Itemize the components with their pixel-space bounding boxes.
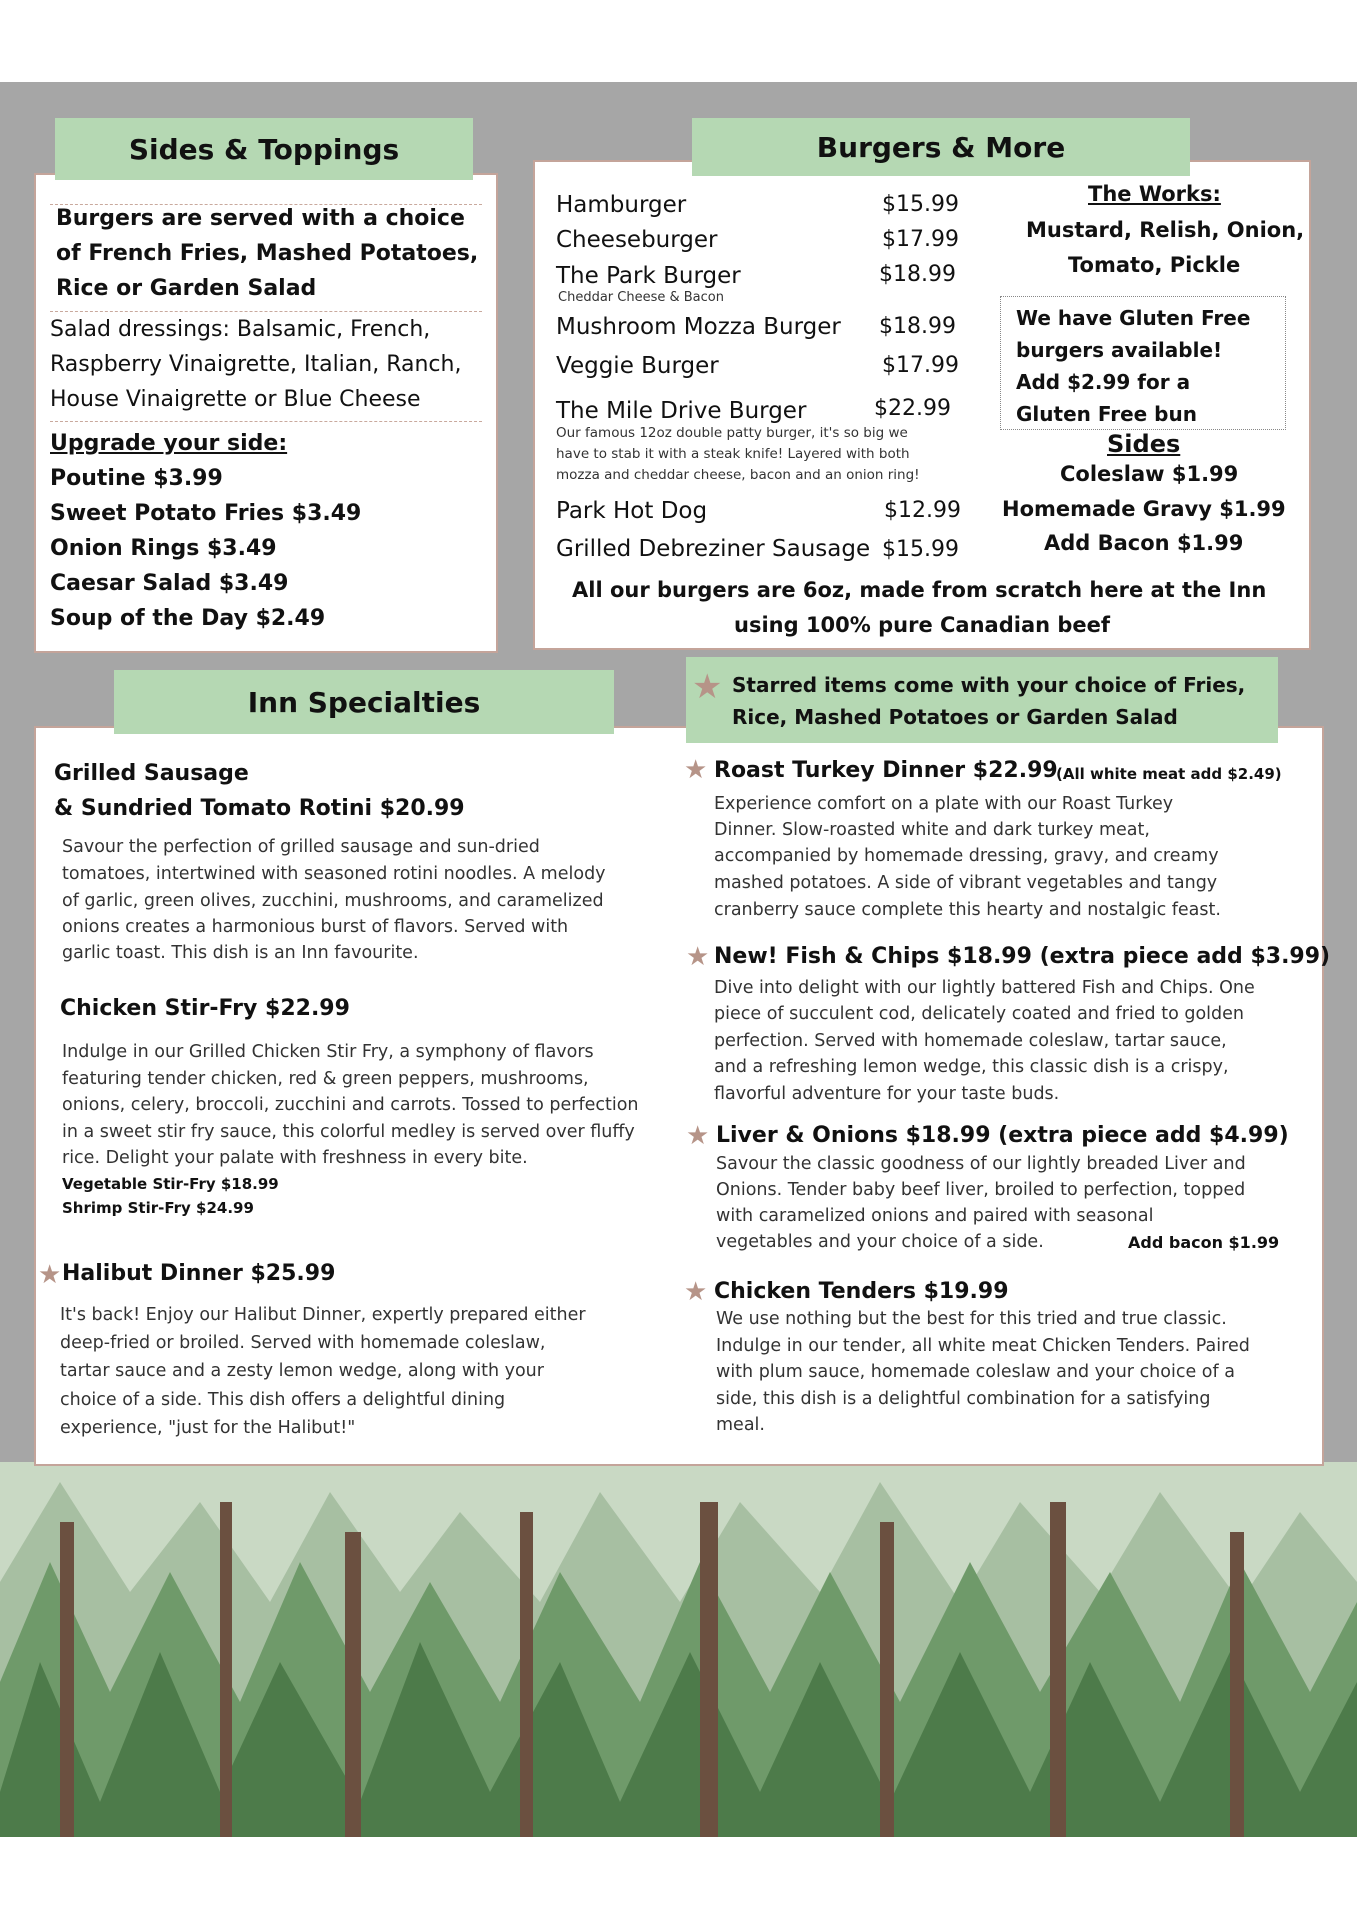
burger-note: Cheddar Cheese & Bacon <box>558 290 724 305</box>
gluten-line: We have Gluten Free <box>1016 306 1251 330</box>
mile-drive-desc: mozza and cheddar cheese, bacon and an onion ring! <box>556 467 920 483</box>
tenders-desc: side, this dish is a delightful combination for a satisfying <box>716 1389 1211 1409</box>
divider <box>50 204 482 205</box>
turkey-extra: (All white meat add $2.49) <box>1056 765 1282 783</box>
works-heading: The Works: <box>1088 182 1221 206</box>
burger-name: The Mile Drive Burger <box>556 398 807 424</box>
star-icon: ★ <box>684 755 708 785</box>
burgers-footer: using 100% pure Canadian beef <box>734 613 1111 637</box>
fish-desc: flavorful adventure for your taste buds. <box>714 1084 1060 1104</box>
rotini-desc: garlic toast. This dish is an Inn favourite. <box>62 943 419 963</box>
burger-price: $22.99 <box>874 396 951 421</box>
turkey-desc: Experience comfort on a plate with our Roast Turkey <box>714 794 1174 814</box>
liver-desc: Savour the classic goodness of our lightly breaded Liver and <box>716 1154 1246 1174</box>
side-item: Coleslaw $1.99 <box>1060 462 1239 486</box>
burger-name: Cheeseburger <box>556 227 718 253</box>
burger-name: Hamburger <box>556 192 687 218</box>
dressings-line-2: Raspberry Vinaigrette, Italian, Ranch, <box>50 352 462 377</box>
halibut-desc: choice of a side. This dish offers a delightful dining <box>60 1390 506 1410</box>
gluten-line: burgers available! <box>1016 338 1223 362</box>
specialties-title: Inn Specialties <box>114 670 614 734</box>
burger-price: $18.99 <box>879 314 956 339</box>
burger-price: $12.99 <box>884 498 961 523</box>
upgrade-item: Caesar Salad $3.49 <box>50 571 289 596</box>
stirfry-desc: in a sweet stir fry sauce, this colorful medley is served over fluffy <box>62 1122 635 1142</box>
burger-name: Park Hot Dog <box>556 498 708 524</box>
starred-note: Rice, Mashed Potatoes or Garden Salad <box>732 705 1178 729</box>
liver-desc: Onions. Tender baby beef liver, broiled to perfection, topped <box>716 1180 1246 1200</box>
upgrade-item: Sweet Potato Fries $3.49 <box>50 501 362 526</box>
forest-illustration <box>0 1462 1357 1837</box>
divider <box>50 311 482 312</box>
liver-title: Liver & Onions $18.99 (extra piece add $4.99) <box>716 1123 1289 1148</box>
halibut-title: Halibut Dinner $25.99 <box>62 1261 336 1286</box>
burger-name: The Park Burger <box>556 263 741 289</box>
burgers-title: Burgers & More <box>692 118 1190 176</box>
mile-drive-desc: Our famous 12oz double patty burger, it's so big we <box>556 425 908 441</box>
stirfry-title: Chicken Stir-Fry $22.99 <box>60 996 350 1021</box>
turkey-desc: cranberry sauce complete this hearty and nostalgic feast. <box>714 900 1221 920</box>
turkey-title: Roast Turkey Dinner $22.99 <box>714 758 1058 783</box>
dressings-line-3: House Vinaigrette or Blue Cheese <box>50 387 421 412</box>
halibut-desc: It's back! Enjoy our Halibut Dinner, expertly prepared either <box>60 1305 586 1325</box>
fish-desc: perfection. Served with homemade coleslaw, tartar sauce, <box>714 1031 1227 1051</box>
rotini-title: & Sundried Tomato Rotini $20.99 <box>54 796 465 821</box>
stirfry-variant: Vegetable Stir-Fry $18.99 <box>62 1175 279 1193</box>
sides-toppings-title: Sides & Toppings <box>55 118 473 180</box>
upgrade-heading: Upgrade your side: <box>50 431 288 456</box>
divider <box>50 421 482 422</box>
side-item: Add Bacon $1.99 <box>1044 531 1244 555</box>
intro-line-1: Burgers are served with a choice <box>56 206 465 231</box>
starred-note-box <box>686 657 1278 743</box>
works-line: Mustard, Relish, Onion, <box>1026 218 1305 242</box>
gluten-line: Gluten Free bun <box>1016 402 1197 426</box>
burger-price: $17.99 <box>882 353 959 378</box>
burger-name: Mushroom Mozza Burger <box>556 314 841 340</box>
upgrade-item: Soup of the Day $2.49 <box>50 606 326 631</box>
works-line: Tomato, Pickle <box>1068 253 1241 277</box>
tenders-desc: with plum sauce, homemade coleslaw and your choice of a <box>716 1362 1235 1382</box>
fish-desc: Dive into delight with our lightly battered Fish and Chips. One <box>714 978 1255 998</box>
star-icon: ★ <box>686 942 710 972</box>
liver-bacon: Add bacon $1.99 <box>1128 1233 1280 1252</box>
stirfry-desc: Indulge in our Grilled Chicken Stir Fry, a symphony of flavors <box>62 1042 594 1062</box>
intro-line-3: Rice or Garden Salad <box>56 276 317 301</box>
upgrade-item: Onion Rings $3.49 <box>50 536 277 561</box>
star-icon: ★ <box>38 1260 62 1290</box>
liver-desc: with caramelized onions and paired with seasonal <box>716 1206 1154 1226</box>
gluten-line: Add $2.99 for a <box>1016 370 1191 394</box>
rotini-desc: tomatoes, intertwined with seasoned rotini noodles. A melody <box>62 864 606 884</box>
fish-desc: piece of succulent cod, delicately coated and fried to golden <box>714 1004 1244 1024</box>
rotini-desc: of garlic, green olives, zucchini, mushrooms, and caramelized <box>62 891 604 911</box>
stirfry-desc: onions, celery, broccoli, zucchini and carrots. Tossed to perfection <box>62 1095 639 1115</box>
stirfry-desc: rice. Delight your palate with freshness in every bite. <box>62 1148 528 1168</box>
mile-drive-desc: have to stab it with a steak knife! Layered with both <box>556 446 910 462</box>
stirfry-desc: featuring tender chicken, red & green peppers, mushrooms, <box>62 1069 589 1089</box>
burger-price: $15.99 <box>882 192 959 217</box>
tenders-desc: meal. <box>716 1415 765 1435</box>
fish-desc: and a refreshing lemon wedge, this classic dish is a crispy, <box>714 1057 1229 1077</box>
burger-price: $18.99 <box>879 262 956 287</box>
turkey-desc: mashed potatoes. A side of vibrant vegetables and tangy <box>714 873 1218 893</box>
side-item: Homemade Gravy $1.99 <box>1002 497 1286 521</box>
halibut-desc: deep-fried or broiled. Served with homemade coleslaw, <box>60 1333 546 1353</box>
liver-desc: vegetables and your choice of a side. <box>716 1232 1044 1252</box>
burger-name: Veggie Burger <box>556 353 719 379</box>
burger-name: Grilled Debreziner Sausage <box>556 536 871 562</box>
starred-note: Starred items come with your choice of Fries, <box>732 673 1246 697</box>
rotini-desc: onions creates a harmonious burst of flavors. Served with <box>62 917 569 937</box>
turkey-desc: accompanied by homemade dressing, gravy, and creamy <box>714 846 1219 866</box>
burger-price: $17.99 <box>882 227 959 252</box>
halibut-desc: tartar sauce and a zesty lemon wedge, along with your <box>60 1361 544 1381</box>
tenders-title: Chicken Tenders $19.99 <box>714 1279 1009 1304</box>
star-icon: ★ <box>686 1121 710 1151</box>
rotini-desc: Savour the perfection of grilled sausage and sun-dried <box>62 837 540 857</box>
turkey-desc: Dinner. Slow-roasted white and dark turkey meat, <box>714 820 1150 840</box>
halibut-desc: experience, "just for the Halibut!" <box>60 1418 356 1438</box>
fish-title: New! Fish & Chips $18.99 (extra piece add $3.99) <box>714 944 1331 969</box>
dressings-line-1: Salad dressings: Balsamic, French, <box>50 317 431 342</box>
star-icon: ★ <box>684 1277 708 1307</box>
upgrade-item: Poutine $3.99 <box>50 466 223 491</box>
intro-line-2: of French Fries, Mashed Potatoes, <box>56 241 479 266</box>
burgers-footer: All our burgers are 6oz, made from scratch here at the Inn <box>572 578 1267 602</box>
rotini-title: Grilled Sausage <box>54 761 249 786</box>
sides-heading: Sides <box>1107 430 1181 458</box>
stirfry-variant: Shrimp Stir-Fry $24.99 <box>62 1199 254 1217</box>
burger-price: $15.99 <box>882 537 959 562</box>
tenders-desc: Indulge in our tender, all white meat Chicken Tenders. Paired <box>716 1336 1250 1356</box>
star-icon: ★ <box>692 667 723 707</box>
tenders-desc: We use nothing but the best for this tried and true classic. <box>716 1309 1227 1329</box>
